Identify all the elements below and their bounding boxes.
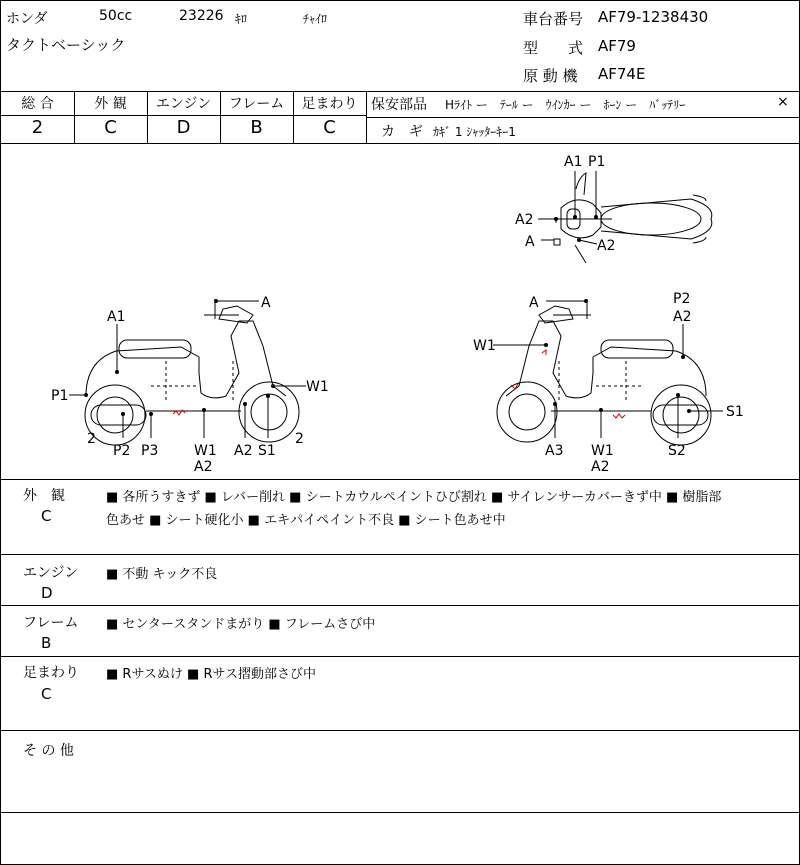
divider [1, 812, 799, 813]
grade-header-engine: エンジン [155, 96, 212, 112]
note-text-exterior-2: 色あせ ■ シート硬化小 ■ エキパイペイント不良 ■ シート色あせ中 [106, 513, 506, 528]
grade-header-suspension: 足まわり [301, 96, 358, 112]
grade-header-overall: 総 合 [21, 96, 54, 112]
label-top-a: A [525, 234, 535, 250]
mileage-unit: ｷﾛ [235, 12, 248, 26]
mileage: 23226 [179, 8, 224, 24]
note-label-exterior: 外 観 [23, 488, 65, 504]
damage-diagram [1, 144, 799, 479]
displacement: 50cc [99, 8, 133, 24]
note-text-suspension: ■ Rサスぬけ ■ Rサス摺動部さび中 [106, 667, 316, 682]
label-top-a2-left: A2 [515, 212, 534, 228]
label-top-a1: A1 [564, 154, 583, 170]
type-label: 型 式 [523, 39, 584, 57]
grade-overall: 2 [31, 117, 44, 138]
label-left-a: A [261, 295, 271, 311]
grade-engine: D [176, 117, 191, 138]
battery-mark: × [777, 94, 789, 110]
label-top-a2-right: A2 [597, 238, 616, 254]
frame-no: AF79-1238430 [598, 8, 709, 26]
engine-label: 原 動 機 [523, 67, 578, 85]
label-left-s1: S1 [258, 443, 276, 459]
engine-value: AF74E [598, 65, 646, 83]
note-label-frame: フレーム [23, 615, 79, 631]
label-right-a: A [529, 295, 539, 311]
label-left-a2: A2 [234, 443, 253, 459]
scooter-top-view [554, 173, 712, 263]
note-grade-frame: B [41, 634, 52, 652]
type-value: AF79 [598, 37, 636, 55]
label-left-tire-rear: 2 [87, 431, 96, 447]
divider [1, 115, 366, 116]
safety-label: 保安部品 [371, 97, 427, 113]
label-left-p1: P1 [51, 388, 69, 404]
color: ﾁｬｲﾛ [303, 12, 328, 26]
note-label-other: そ の 他 [23, 743, 74, 759]
label-left-a1: A1 [107, 309, 126, 325]
note-text-engine: ■ 不動 キック不良 [106, 567, 218, 582]
top-view-leaders [538, 171, 598, 244]
label-right-p2: P2 [673, 291, 691, 307]
label-right-a2-top: A2 [673, 309, 692, 325]
label-right-a3: A3 [545, 443, 564, 459]
safety-items: Hﾗｲﾄ ー ﾃｰﾙ ー ｳｲﾝｶｰ ー ﾎｰﾝ ー ﾊﾞｯﾃﾘｰ [445, 98, 686, 112]
label-top-p1: P1 [588, 154, 606, 170]
divider [1, 605, 799, 606]
key-text: ｶｷﾞ 1 ｼｬｯﾀｰｷｰ1 [433, 125, 516, 139]
note-grade-suspension: C [41, 685, 52, 703]
divider [1, 91, 799, 92]
note-grade-exterior: C [41, 507, 52, 525]
left-view-leaders [69, 300, 306, 439]
divider [1, 479, 799, 480]
grade-exterior: C [104, 117, 117, 138]
maker: ホンダ [6, 11, 48, 27]
divider [1, 656, 799, 657]
model-name: タクトベーシック [6, 36, 126, 54]
label-right-a2-under: A2 [591, 459, 610, 475]
divider [1, 730, 799, 731]
note-grade-engine: D [41, 584, 53, 602]
note-label-engine: エンジン [23, 565, 79, 581]
grade-frame: B [250, 117, 263, 138]
note-text-exterior-1: ■ 各所うすきず ■ レバー削れ ■ シートカウルペイントひび割れ ■ サイレンサーカバーきず中 ■ 樹脂部 [106, 490, 722, 505]
divider [366, 117, 799, 118]
grade-header-frame: フレーム [228, 96, 285, 112]
label-left-p3: P3 [141, 443, 159, 459]
label-right-s2: S2 [668, 443, 686, 459]
label-left-a2-under: A2 [194, 459, 213, 475]
label-left-w1: W1 [194, 443, 217, 459]
note-label-suspension: 足まわり [23, 665, 79, 681]
key-label: カ ギ [381, 124, 423, 140]
grade-header-exterior: 外 観 [94, 96, 127, 112]
label-left-tire-front: 2 [295, 431, 304, 447]
label-right-w1-front: W1 [473, 338, 496, 354]
divider [1, 554, 799, 555]
note-text-frame: ■ センタースタンドまがり ■ フレームさび中 [106, 617, 376, 632]
frame-no-label: 車台番号 [523, 10, 584, 28]
label-right-s1: S1 [726, 404, 744, 420]
label-left-p2: P2 [113, 443, 131, 459]
label-left-w1-front: W1 [306, 379, 329, 395]
label-right-w1: W1 [591, 443, 614, 459]
grade-suspension: C [323, 117, 336, 138]
